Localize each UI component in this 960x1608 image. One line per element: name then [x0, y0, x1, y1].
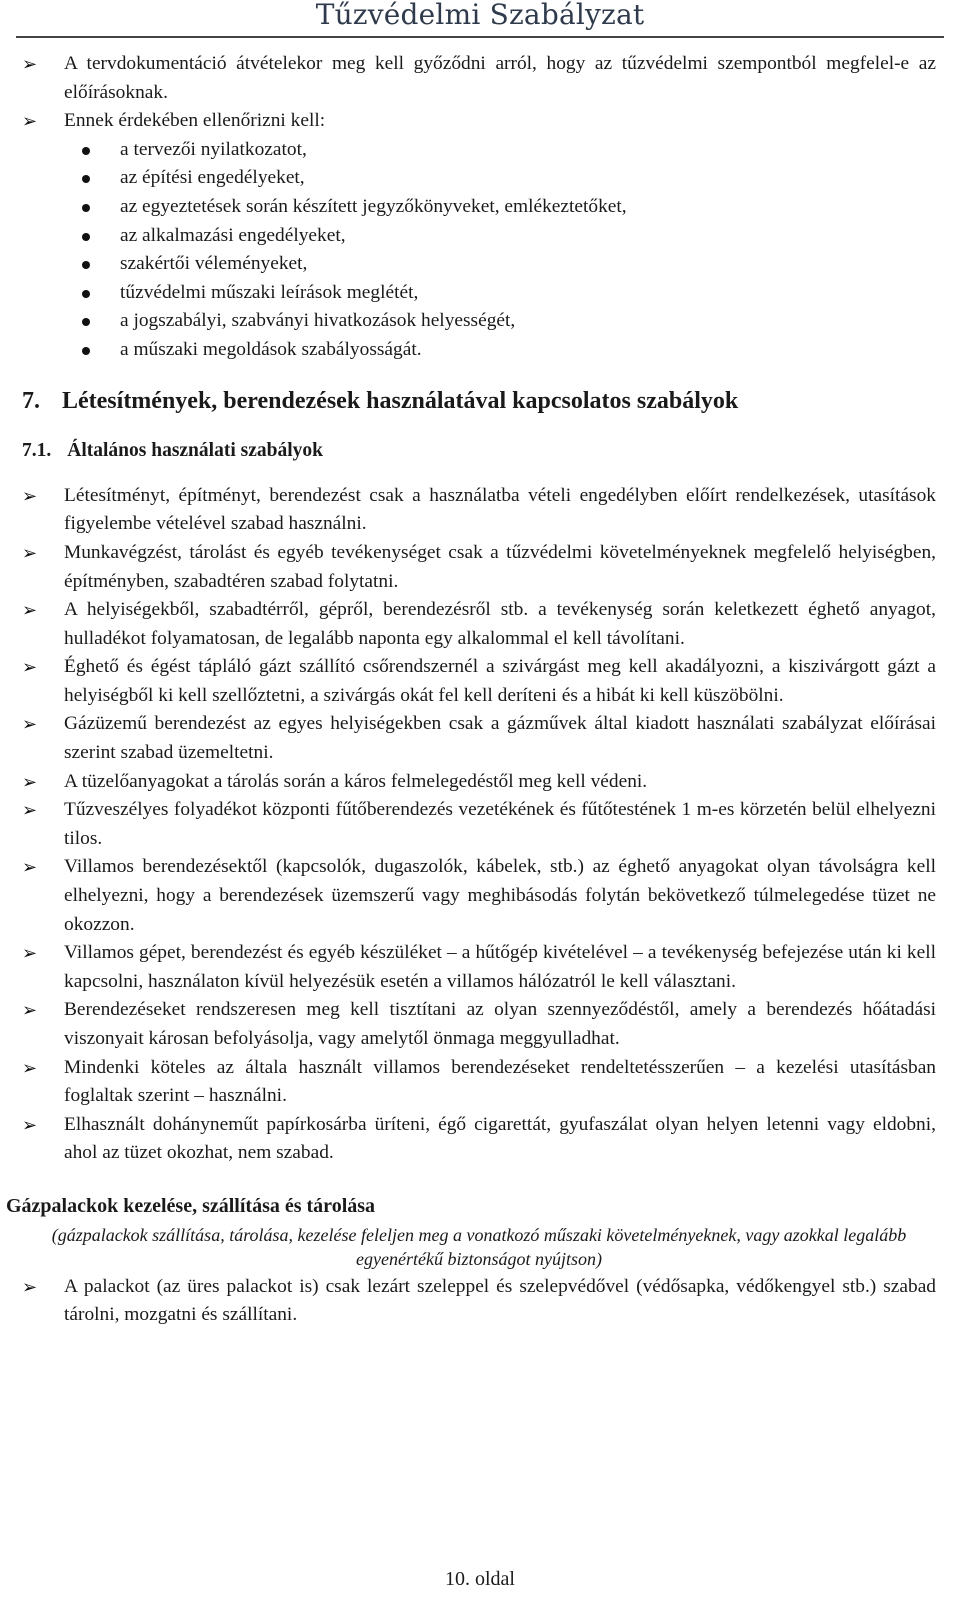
bullet-dot-icon [82, 233, 90, 241]
arrow-bullet-icon: ➢ [22, 54, 38, 74]
section-heading-7-1 [22, 437, 936, 466]
rule-item: ➢ Tűzveszélyes folyadékot központi fűtőberendezés vezetékének és fűtőtestének 1 m-es körzetén belül elhelyezni tilos. [22, 796, 936, 853]
arrow-bullet-icon: ➢ [22, 943, 38, 964]
header-rule [16, 36, 944, 38]
section-title: Általános használati szabályok [67, 440, 323, 462]
intro-item: ➢ Ennek érdekében ellenőrizni kell: [22, 107, 936, 136]
header-title: Tűzvédelmi Szabályzat [315, 0, 645, 31]
rule-item: ➢ A tüzelőanyagokat a tárolás során a káros felmelegedéstől meg kell védeni. [22, 768, 936, 797]
arrow-bullet-icon: ➢ [22, 1057, 38, 1078]
rule-item: ➢ A helyiségekből, szabadtérről, gépről, berendezésről stb. a tevékenység során keletkezett éghető anyagot, hulladékot folyamatosan, de legalább naponta egy alkalommal el kell távolítani. [22, 596, 936, 653]
gas-section-note: (gázpalackok szállítása, tárolása, kezelése feleljen meg a vonatkozó műszaki követelményeknek, vagy azokkal legalább egyenértékű biztonságot nyújtson) [51, 1224, 907, 1269]
rule-item: ➢ Berendezéseket rendszeresen meg kell tisztítani az olyan szennyeződéstől, amely a berendezés hőátadási viszonyait károsan befolyásolja, vagy amelytől önmaga meggyulladhat. [22, 996, 936, 1053]
arrow-bullet-icon: ➢ [22, 657, 38, 678]
check-list-item: az alkalmazási engedélyeket, [22, 222, 936, 251]
page-number: 10. oldal [445, 1568, 515, 1590]
rule-item: ➢ Munkavégzést, tárolást és egyéb tevékenységet csak a tűzvédelmi követelményeknek megfelelő helyiségben, építményben, szabadtéren szabad folytatni. [22, 539, 936, 596]
document-body [6, 50, 936, 1330]
gas-section-title: Gázpalackok kezelése, szállítása és tárolása [6, 1194, 376, 1217]
arrow-bullet-icon: ➢ [22, 485, 38, 506]
check-list-item: az egyeztetések során készített jegyzőkönyveket, emlékeztetőket, [22, 193, 936, 222]
section-heading-7 [22, 387, 936, 416]
rule-item: ➢ Elhasznált dohányneműt papírkosárba üríteni, égő cigarettát, gyufaszálat olyan helyen letenni vagy eldobni, ahol az tüzet okozhat, nem szabad. [22, 1111, 936, 1168]
section-title: Létesítmények, berendezések használatával kapcsolatos szabályok [62, 387, 739, 414]
arrow-bullet-icon: ➢ [22, 714, 38, 735]
arrow-bullet-icon: ➢ [22, 1000, 38, 1021]
arrow-bullet-icon: ➢ [22, 542, 38, 563]
bullet-dot-icon [82, 204, 90, 212]
arrow-bullet-icon: ➢ [22, 1114, 38, 1135]
bullet-dot-icon [82, 175, 90, 183]
arrow-bullet-icon: ➢ [22, 111, 38, 132]
section-number: 7.1. [22, 440, 52, 462]
check-list-item: az építési engedélyeket, [22, 164, 936, 193]
check-list-item: a műszaki megoldások szabályosságát. [22, 336, 936, 365]
bullet-dot-icon [82, 147, 90, 155]
bullet-dot-icon [82, 290, 90, 298]
rule-item: ➢ Mindenki köteles az általa használt villamos berendezéseket rendeltetésszerűen – a kezelési utasításban foglaltak szerint – használni. [22, 1054, 936, 1111]
bullet-dot-icon [82, 347, 90, 355]
bullet-dot-icon [82, 318, 90, 326]
gas-rule-item: ➢ A palackot (az üres palackot is) csak lezárt szeleppel és szelepvédővel (védősapka, védőkengyel stb.) szabad tárolni, mozgatni és szállítani. [22, 1273, 936, 1330]
check-list-item: a tervezői nyilatkozatot, [22, 136, 936, 165]
arrow-bullet-icon: ➢ [22, 1276, 38, 1297]
intro-item: ➢ A tervdokumentáció átvételekor meg kell győződni arról, hogy az tűzvédelmi szempontból megfelel-e az előírásoknak. [22, 50, 936, 107]
section-number: 7. [22, 387, 40, 414]
arrow-bullet-icon: ➢ [22, 771, 38, 792]
rule-item: ➢ Éghető és égést tápláló gázt szállító csőrendszernél a szivárgást meg kell akadályozni, a kiszivárgott gázt a helyiségből ki kell szellőztetni, a szivárgás okát fel kell deríteni és a hibát ki kell küszöbölni. [22, 653, 936, 710]
check-list-item: szakértői véleményeket, [22, 250, 936, 279]
arrow-bullet-icon: ➢ [22, 857, 38, 878]
rule-item: ➢ Gázüzemű berendezést az egyes helyiségekben csak a gázművek által kiadott használati szabályzat előírásai szerint szabad üzemeltetni. [22, 710, 936, 767]
arrow-bullet-icon: ➢ [22, 800, 38, 821]
arrow-bullet-icon: ➢ [22, 600, 38, 621]
rule-item: ➢ Létesítményt, építményt, berendezést csak a használatba vételi engedélyben előírt rendelkezések, utasítások figyelembe vételével szabad használni. [22, 482, 936, 539]
bullet-dot-icon [82, 261, 90, 269]
check-list-item: a jogszabályi, szabványi hivatkozások helyességét, [22, 307, 936, 336]
rule-item: ➢ Villamos gépet, berendezést és egyéb készüléket – a hűtőgép kivételével – a tevékenység befejezése után ki kell kapcsolni, használaton kívül helyezésük esetén a villamos hálózatról le kell választani. [22, 939, 936, 996]
check-list [22, 136, 936, 365]
rule-item: ➢ Villamos berendezésektől (kapcsolók, dugaszolók, kábelek, stb.) az éghető anyagokat olyan távolságra kell elhelyezni, hogy a berendezések üzemszerű vagy meghibásodás folytán bekövetkező túlmelegedése tüzet ne okozzon. [22, 853, 936, 939]
check-list-item: tűzvédelmi műszaki leírások meglétét, [22, 279, 936, 308]
